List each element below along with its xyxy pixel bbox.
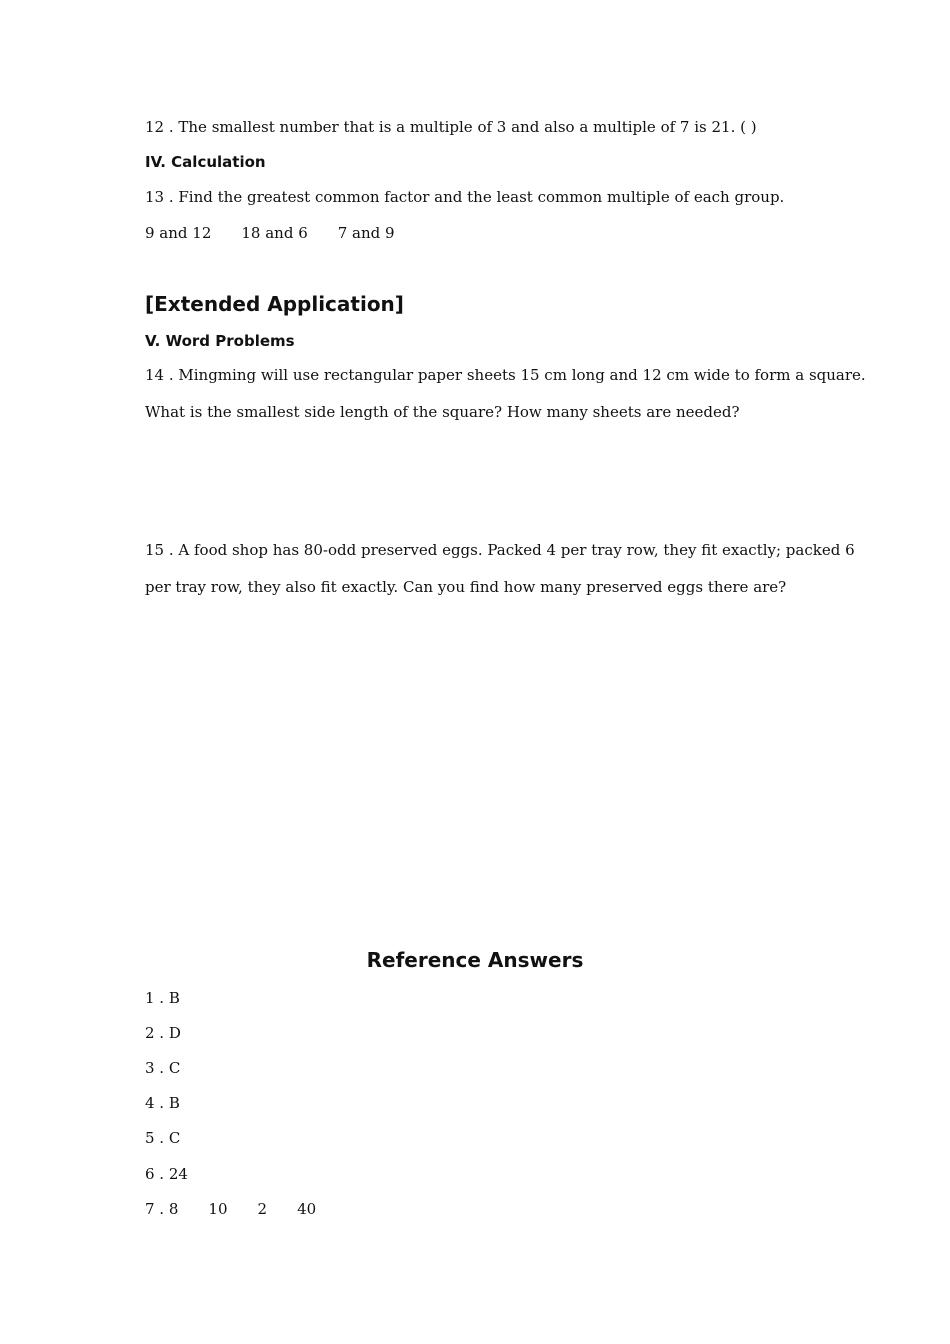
answer-7-value-4: 40 bbox=[297, 1200, 317, 1218]
answer-7-value-2: 10 bbox=[208, 1200, 228, 1218]
answers-title: Reference Answers bbox=[366, 948, 584, 972]
answer-7 bbox=[145, 1199, 316, 1219]
answer-1: 1 . B bbox=[145, 989, 180, 1007]
answer-4: 4 . B bbox=[145, 1094, 180, 1112]
extension-heading: [Extended Application] bbox=[145, 292, 404, 316]
question-13-groups bbox=[145, 223, 395, 243]
answer-7-number: 7 . bbox=[145, 1200, 165, 1218]
answer-5: 5 . C bbox=[145, 1129, 181, 1147]
answer-3: 3 . C bbox=[145, 1059, 181, 1077]
number-group-3: 7 and 9 bbox=[337, 224, 395, 242]
answer-6: 6 . 24 bbox=[145, 1165, 188, 1183]
number-group-1: 9 and 12 bbox=[145, 224, 212, 242]
question-12: 12 . The smallest number that is a multiple of 3 and also a multiple of 7 is 21. ( ) bbox=[145, 118, 757, 136]
question-14-line-2: What is the smallest side length of the square? How many sheets are needed? bbox=[145, 403, 740, 421]
section-heading-word-problems: V. Word Problems bbox=[145, 332, 295, 350]
answer-7-value-3: 2 bbox=[257, 1200, 268, 1218]
question-14-line-1: 14 . Mingming will use rectangular paper sheets 15 cm long and 12 cm wide to form a square. bbox=[145, 366, 866, 384]
number-group-2: 18 and 6 bbox=[241, 224, 308, 242]
section-heading-calculation: IV. Calculation bbox=[145, 153, 266, 171]
question-13: 13 . Find the greatest common factor and the least common multiple of each group. bbox=[145, 188, 785, 206]
answer-7-value-1: 8 bbox=[168, 1200, 179, 1218]
question-15-line-1: 15 . A food shop has 80-odd preserved eggs. Packed 4 per tray row, they fit exactly; packed 6 bbox=[145, 541, 855, 559]
question-15-line-2: per tray row, they also fit exactly. Can you find how many preserved eggs there are? bbox=[145, 578, 787, 596]
answer-2: 2 . D bbox=[145, 1024, 181, 1042]
